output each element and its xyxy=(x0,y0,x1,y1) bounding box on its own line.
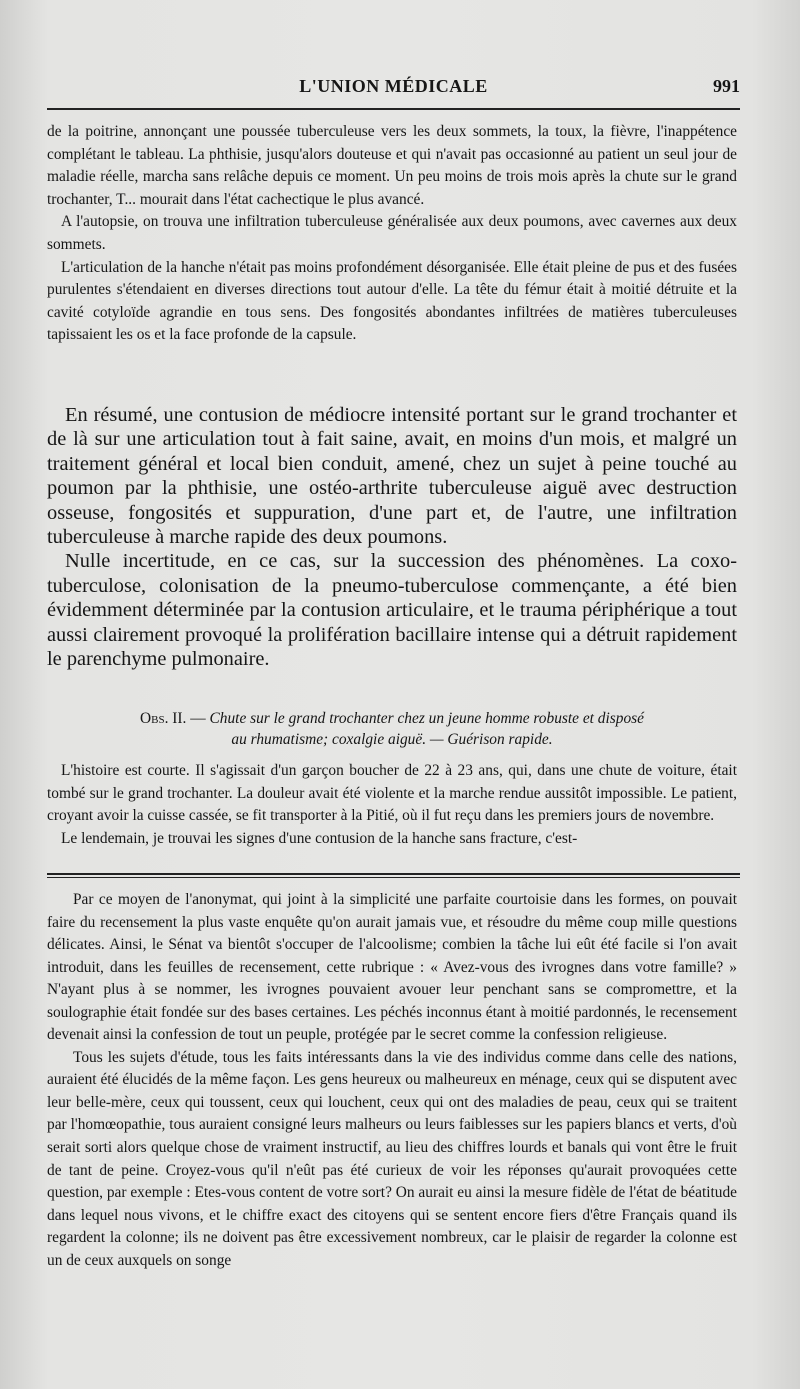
feuilleton-rule xyxy=(47,873,740,878)
running-header xyxy=(47,76,740,102)
observation-dash: — xyxy=(190,710,206,727)
paragraph: Tous les sujets d'étude, tous les faits intéressants dans la vie des individus comme dans celle des nations, auraient été élucidés de la même façon. Les gens heureux ou malheureux en ménage, ceux qui se disputent avec leur belle-mère, ceux qui toussent, ceux qui louchent, ceux qui ont des maladies de peau, ceux qui se traitent par l'homœopathie, tous auraient consigné leurs malheurs ou leurs faiblesses sur les papiers blancs et verts, d'où serait sorti alors quelque chose de vraiment instructif, au lieu des chiffres lourds et banals qui vont être le fruit de tant de peine. Croyez-vous qu'il n'eût pas été curieux de voir les réponses qu'aurait provoquées cette question, par exemple : Etes-vous content de votre sort? On aurait eu ainsi la mesure fidèle de l'état de béatitude dans lequel nous vivons, et le chiffre exact des citoyens qui se sentent encore fiers d'être Français quand ils regardent la colonne; ils ne doivent pas être excessivement nombreux, car le plaisir de regarder la colonne est un de ceux auxquels on songe xyxy=(47,1048,737,1269)
paragraph: L'histoire est courte. Il s'agissait d'un garçon boucher de 22 à 23 ans, qui, dans une chute de voiture, était tombé sur le grand trochanter. La douleur avait été violente et la marche rendue aussitôt impossible. Le patient, croyant avoir la cuisse cassée, se fit transporter à la Pitié, où il fut reçu dans les premiers jours de novembre. xyxy=(47,762,737,825)
paragraph: Par ce moyen de l'anonymat, qui joint à la simplicité une parfaite courtoisie dans les formes, on pouvait faire du recensement la plus vaste enquête qu'on aurait jamais vue, et résoudre du même coup mille questions délicates. Ainsi, le Sénat va bientôt s'occuper de l'alcoolisme; combien la tâche lui eût été facile si l'on avait introduit, dans les feuilles de recensement, cette rubrique : « Avez-vous des ivrognes dans votre famille? » N'ayant plus à se nommer, les ivrognes pouvaient avouer leur penchant sans se compromettre, et la soulographie était fondée sur des bases certaines. Les péchés inconnus étant à moitié pardonnés, le recensement devenait ainsi la confession de tout un peuple, protégée par le secret comme la confession religieuse. xyxy=(47,891,737,1044)
paragraph: A l'autopsie, on trouva une infiltration tuberculeuse généralisée aux deux poumons, avec cavernes aux deux sommets. xyxy=(47,213,737,253)
page-number: 991 xyxy=(713,76,740,96)
observation-title-line xyxy=(47,708,737,729)
paragraph: En résumé, une contusion de médiocre intensité portant sur le grand trochanter et de là sur une articulation tout à fait saine, avait, en moins d'un mois, et malgré un traitement général et local bien conduit, amené, chez un sujet à peine touché au poumon par la phthisie, une ostéo-arthrite tuberculeuse aiguë avec destruction osseuse, fongosités et suppuration, d'une part et, de l'autre, une infiltration tuberculeuse à marche rapide des deux poumons. xyxy=(47,404,737,549)
journal-title: L'UNION MÉDICALE xyxy=(299,76,488,96)
paragraph: de la poitrine, annonçant une poussée tuberculeuse vers les deux sommets, la toux, la fièvre, l'inappétence complétant le tableau. La phthisie, jusqu'alors douteuse et qui n'avait pas occasionné au patient un seul jour de maladie réelle, marcha sans relâche depuis ce moment. Un peu moins de trois mois après la chute sur le grand trochanter, T... mourait dans l'état cachectique le plus avancé. xyxy=(47,123,737,208)
observation-heading xyxy=(47,708,737,750)
paragraph: Le lendemain, je trouvai les signes d'une contusion de la hanche sans fracture, c'est- xyxy=(61,829,578,847)
case-section xyxy=(47,760,737,850)
top-section xyxy=(47,121,737,347)
summary-section xyxy=(47,403,737,671)
observation-title-line xyxy=(47,729,737,750)
observation-title: au rhumatisme; coxalgie aiguë. — Guérison rapide. xyxy=(231,731,553,748)
header-rule xyxy=(47,108,740,110)
feuilleton xyxy=(47,889,737,1272)
observation-title: Chute sur le grand trochanter chez un jeune homme robuste et disposé xyxy=(209,710,644,727)
paragraph: L'articulation de la hanche n'était pas moins profondément désorganisée. Elle était pleine de pus et des fusées purulentes s'étendaient en diverses directions tout autour d'elle. La tête du fémur était à moitié détruite et la cavité cotyloïde agrandie en tous sens. Des fongosités abondantes infiltrées de matières tuberculeuses tapissaient les os et la face profonde de la capsule. xyxy=(47,258,737,344)
paragraph: Nulle incertitude, en ce cas, sur la succession des phénomènes. La coxo-tuberculose, colonisation de la pneumo-tuberculose commençante, a été bien évidemment déterminée par la contusion articulaire, et le trauma périphérique a tout aussi clairement provoqué la prolifération bacillaire intense qui a détruit rapidement le parenchyme pulmonaire. xyxy=(47,550,737,671)
observation-label: Obs. II. xyxy=(140,710,187,727)
